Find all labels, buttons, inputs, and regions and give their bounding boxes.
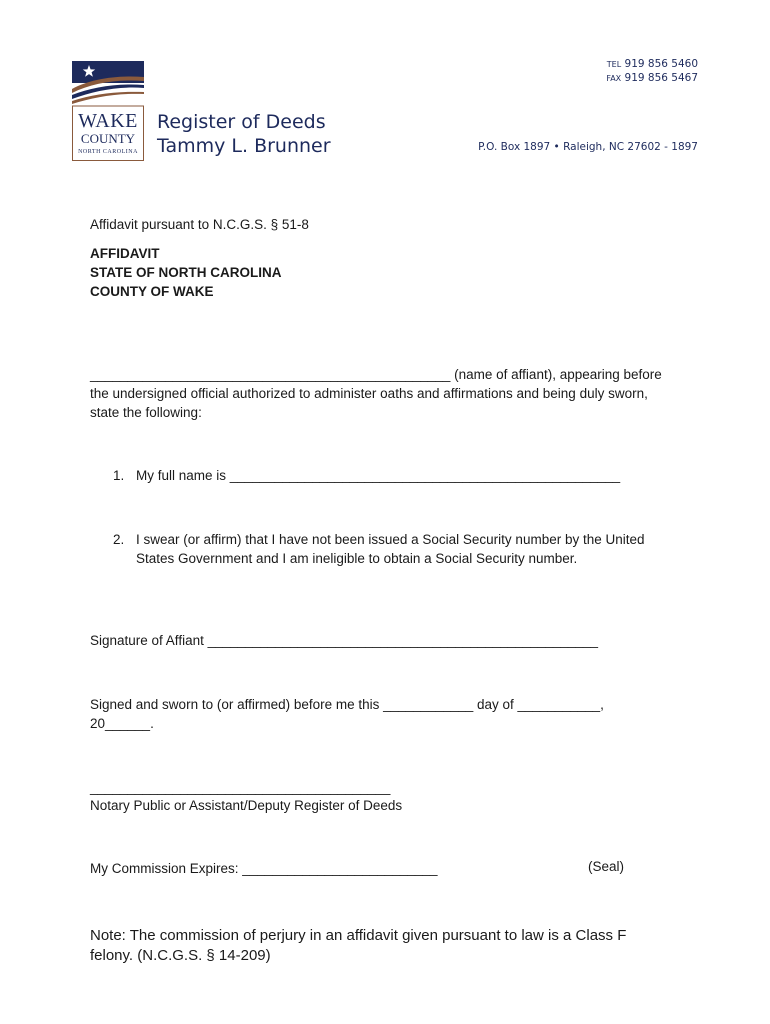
- document-heading: [90, 244, 282, 301]
- wake-county-logo: [72, 61, 144, 161]
- commission-expires-line: My Commission Expires: __________________________: [90, 861, 438, 876]
- logo-wake-text: WAKE: [78, 110, 138, 132]
- intro-text: (name of affiant), appearing before the undersigned official authorized to administer oaths and affirmations and being duly sworn, state the following:: [90, 367, 662, 420]
- intro-paragraph: [90, 365, 680, 422]
- heading-state: STATE OF NORTH CAROLINA: [90, 265, 282, 280]
- affiant-name-blank: ________________________________________________: [90, 367, 451, 382]
- notary-signature-line: ________________________________________: [90, 780, 391, 795]
- fax: [606, 72, 698, 84]
- tel-label: TEL: [606, 60, 622, 69]
- telephone: [607, 58, 698, 70]
- logo-state-text: NORTH CAROLINA: [78, 149, 138, 155]
- mailing-address: P.O. Box 1897 • Raleigh, NC 27602 - 1897: [478, 141, 698, 153]
- heading-county: COUNTY OF WAKE: [90, 284, 214, 299]
- perjury-note: Note: The commission of perjury in an affidavit given pursuant to law is a Class F felony. (N.C.G.S. § 14-209): [90, 927, 627, 964]
- logo-county-text: COUNTY: [80, 131, 136, 146]
- fax-label: FAX: [606, 74, 622, 83]
- item-text-full-name: My full name is ____________________________________________________: [136, 468, 621, 483]
- item-number: 2.: [113, 532, 125, 547]
- sworn-date-line: Signed and sworn to (or affirmed) before me this ____________ day of ___________, 20______.: [90, 697, 604, 731]
- seal-label: (Seal): [588, 859, 625, 874]
- office-title: Register of Deeds: [157, 111, 326, 133]
- tel-number: 919 856 5460: [624, 58, 698, 70]
- fax-number: 919 856 5467: [624, 72, 698, 84]
- item-number: 1.: [113, 468, 125, 483]
- notary-label: Notary Public or Assistant/Deputy Register of Deeds: [90, 798, 403, 813]
- office-holder-name: Tammy L. Brunner: [157, 135, 331, 157]
- heading-affidavit: AFFIDAVIT: [90, 246, 160, 261]
- item-text-ssn-statement: I swear (or affirm) that I have not been issued a Social Security number by the United States Government and I am ineligible to obtain a Social Security number.: [136, 532, 645, 566]
- statute-reference: Affidavit pursuant to N.C.G.S. § 51-8: [90, 217, 309, 232]
- affiant-signature-line: Signature of Affiant ____________________________________________________: [90, 633, 599, 648]
